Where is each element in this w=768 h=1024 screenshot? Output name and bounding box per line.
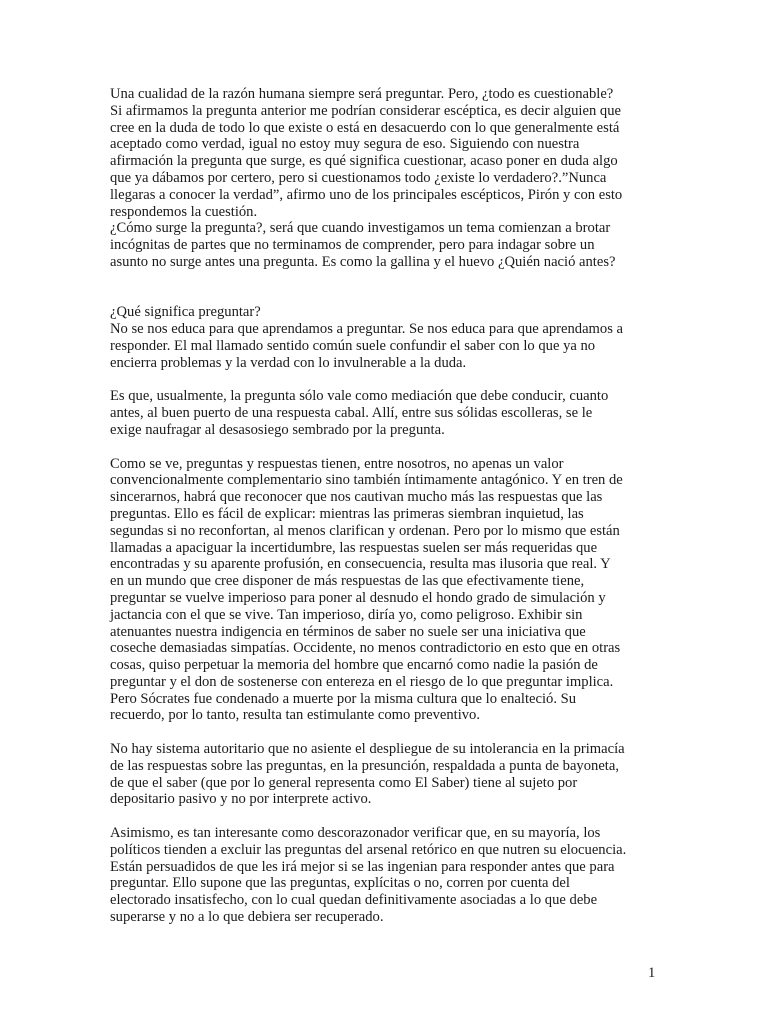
paragraph-spacer <box>110 439 658 456</box>
paragraph-preguntas-respuestas: Como se ve, preguntas y respuestas tienen, entre nosotros, no apenas un valor convencionalmente complementario sino también íntimamente antagónico. Y en tren de sincerarnos, habrá que reconocer que nos cautivan mucho más las respuestas que las preguntas. Ello es fácil de explicar: mientras las primeras siembran inquietud, las segundas si no reconfortan, al menos clarifican y ordenan. Pero por lo mismo que están llamadas a apaciguar la incertidumbre, las respuestas suelen ser más requeridas que encontradas y su aparente profusión, en consecuencia, resulta mas ilusoria que real. Y en un mundo que cree disponer de más respuestas de las que efectivamente tiene, preguntar se vuelve imperioso para poner al desnudo el hondo grado de simulación y jactancia con el que se vive. Tan imperioso, diría yo, como peligroso. Exhibir sin atenuantes nuestra indigencia en términos de saber no suele ser una iniciativa que coseche demasiadas simpatías. Occidente, no menos contradictorio en esto que en otras cosas, quiso perpetuar la memoria del hombre que encarnó como nadie la pasión de preguntar y el don de sostenerse con entereza en el riesgo de lo que preguntar implica. Pero Sócrates fue condenado a muerte por la misma cultura que lo enalteció. Su recuerdo, por lo tanto, resulta tan estimulante como preventivo. <box>110 455 623 724</box>
document-body <box>110 86 658 926</box>
paragraph-educa: No se nos educa para que aprendamos a preguntar. Se nos educa para que aprendamos a responder. El mal llamado sentido común suele confundir el saber con lo que ya no encierra problemas y la verdad con lo invulnerable a la duda. <box>110 321 624 371</box>
paragraph-intro: Una cualidad de la razón humana siempre será preguntar. Pero, ¿todo es cuestionable? Si afirmamos la pregunta anterior me podrían considerar escéptica, es decir alguien que cree en la duda de todo lo que existe o está en desacuerdo con lo que generalmente está aceptado como verdad, igual no estoy muy segura de eso. Siguiendo con nuestra afirmación la pregunta que surge, es qué significa cuestionar, acaso poner en duda algo que ya dábamos por certero, pero si cuestionamos todo ¿existe lo verdadero?.”Nunca llegaras a conocer la verdad”, afirmo uno de los principales escépticos, Pirón y con esto respondemos la cuestión. <box>110 86 623 220</box>
paragraph-spacer <box>110 372 658 389</box>
paragraph-spacer <box>110 808 658 825</box>
paragraph-sistema-autoritario: No hay sistema autoritario que no asiente el despliegue de su intolerancia en la primacía de las respuestas sobre las preguntas, en la presunción, respaldada a punta de bayoneta, de que el saber (que por lo general representa como El Saber) tiene al sujeto por depositario pasivo y no por interprete activo. <box>110 741 625 808</box>
paragraph-politicos: Asimismo, es tan interesante como descorazonador verificar que, en su mayoría, los políticos tienden a excluir las preguntas del arsenal retórico en que nutren su elocuencia. Están persuadidos de que les irá mejor si se las ingenian para responder antes que para preguntar. Ello supone que las preguntas, explícitas o no, corren por cuenta del electorado insatisfecho, con lo cual quedan definitivamente asociadas a lo que debe superarse y no a lo que debiera ser recuperado. <box>110 825 627 926</box>
page-number: 1 <box>648 965 656 981</box>
paragraph-como-surge: ¿Cómo surge la pregunta?, será que cuando investigamos un tema comienzan a brotar incógnitas de partes que no terminamos de comprender, pero para indagar sobre un asunto no surge antes una pregunta. Es como la gallina y el huevo ¿Quién nació antes? <box>110 220 616 270</box>
paragraph-spacer <box>110 271 658 305</box>
section-heading: ¿Qué significa preguntar? <box>110 304 261 321</box>
paragraph-spacer <box>110 724 658 741</box>
paragraph-mediacion: Es que, usualmente, la pregunta sólo vale como mediación que debe conducir, cuanto antes, al buen puerto de una respuesta cabal. Allí, entre sus sólidas escolleras, se le exige naufragar al desasosiego sembrado por la pregunta. <box>110 388 609 438</box>
